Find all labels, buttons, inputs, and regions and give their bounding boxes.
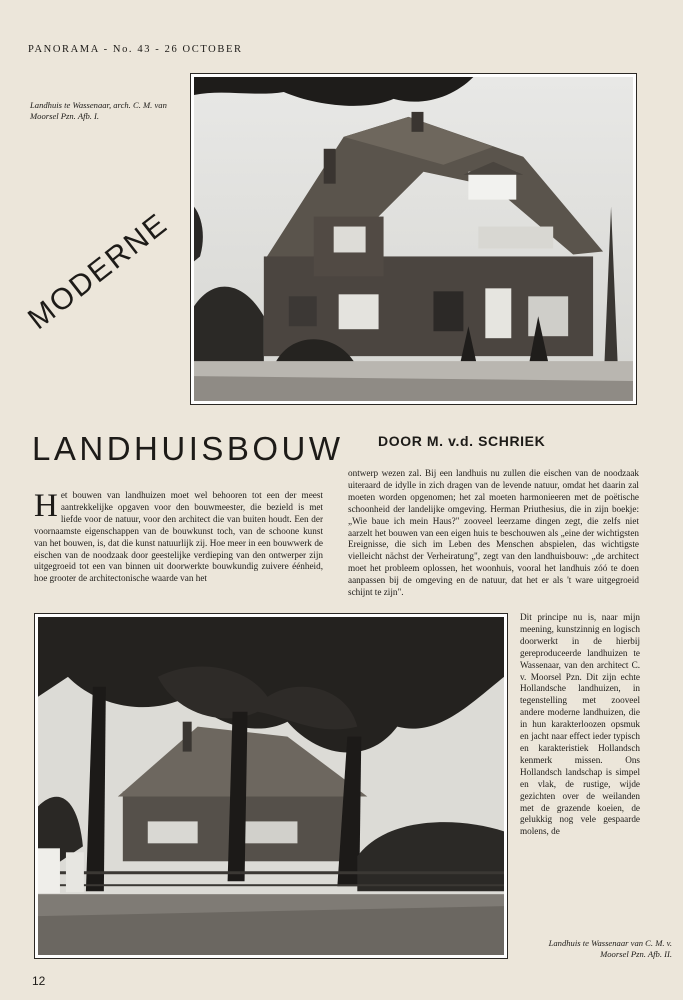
figure-1-photo-thatched-villa [190, 73, 637, 405]
article-column-2: ontwerp wezen zal. Bij een landhuis nu zullen die eischen van de noodzaak uiteraard de idylle in zich dragen van de levende natuur, omdat het daarin zal moeten worden opgenomen; het zal moeten harmonieeren met de poëtische schoonheid der landelijke omgeving. Herman Priuthesius, die in zijn boekje: „Wie baue ich mein Haus?" zooveel leerzame dingen zegt, die zelfs niet aarzelt het bouwen van een eigen huis te beschouwen als „eine der wichtigsten Ereignisse, die sich im Leben des Menschen abspielen, das wichtigste vielleicht nächst der Verheiratung", zegt van den landhuisbouw: „de architect moet het probleem oplossen, het woonhuis, vooral het landhuis zóó te doen aanpassen bij de omgeving en de natuur, dat het er als 't ware uitgegroeid schijnt te zijn". [348, 468, 639, 598]
article-column-1 [34, 490, 323, 585]
title-moderne: MODERNE [22, 206, 175, 337]
running-head: PANORAMA - No. 43 - 26 OCTOBER [28, 44, 243, 55]
title-landhuisbouw: LANDHUISBOUW [32, 430, 344, 467]
figure-2-photo-villa-with-oaks [34, 613, 508, 959]
article-text-1: et bouwen van landhuizen moet wel behooren tot een der meest aantrekkelijke opgaven voor den bouwmeester, die bezield is met liefde voor de natuur, voor den architect die van buiten houdt. Een der voornaamste eigenschappen van de bouwkunst toch, van de schoone kunst van het bouwen, is, dat die kunst natuurlijk zij. Hoe meer in een bouwwerk de eischen van de noodzaak door geestelijke verdieping van den ontwerper zijn uitgegroeid tot een van binnen uit doorwerkte bouwkundig zuivere éénheid, hoe grooter de architectonische waarde van het [34, 490, 323, 584]
page-number: 12 [32, 974, 46, 988]
figure-2-image [38, 617, 504, 955]
author-byline: DOOR M. v.d. SCHRIEK [378, 433, 546, 449]
drop-cap: H [34, 488, 58, 524]
figure-2-caption: Landhuis te Wassenaar van C. M. v. Moorsel Pzn. Afb. II. [548, 938, 672, 959]
figure-1-caption: Landhuis te Wassenaar, arch. C. M. van Moorsel Pzn. Afb. I. [30, 100, 167, 121]
article-column-2-continued: Dit principe nu is, naar mijn meening, kunstzinnig en logisch doorwerkt in de hierbij gereproduceerde landhuizen te Wassenaar, van den architect C. v. Moorsel Pzn. Dit zijn echte Hollandsche landhuizen, in tegenstelling met zooveel andere moderne landhuizen, die in hun karakterloozen opsmuk en jacht naar effect ieder typisch en karakteristiek Hollandsch kenmerk missen. Ons Hollandsch landschap is simpel en vlak, de rustige, wijde gezichten over de weilanden met de grazende koeien, de gelukkig nog vele gespaarde molens, de [520, 612, 640, 837]
figure-1-image [194, 77, 633, 401]
